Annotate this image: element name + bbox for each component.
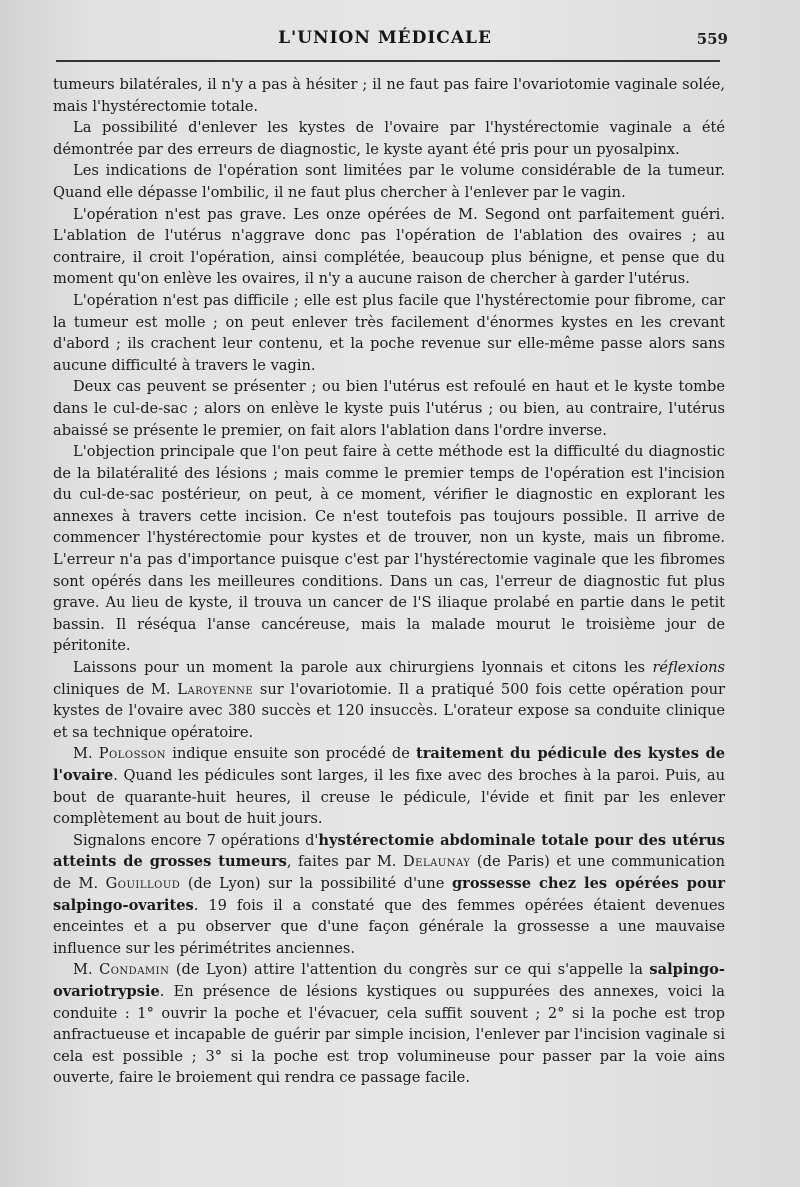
page-number: 559 bbox=[696, 30, 728, 48]
bold-topic: traitement du pédicule des kystes de l'ovaire bbox=[53, 745, 725, 784]
author-name: Polosson bbox=[98, 745, 167, 763]
author-name: Laroyenne bbox=[177, 680, 254, 698]
paragraph-10: Signalons encore 7 opérations d'hystérectomie abdominale totale pour des utérus atteints de grosses tumeurs, faites par M. Delaunay (de Paris) et une communication de M. Gouilloud (de Lyon) sur la possibilité d'une grossesse chez les opérées pour salpingo-ovarites. 19 fois il a constaté que des femmes opérées étaient devenues enceintes et a pu observer que d'une façon générale la grossesse a une mauvaise influence sur les périmétrites anciennes. bbox=[53, 831, 726, 957]
author-name: Gouilloud bbox=[105, 874, 181, 892]
paragraph-3: Les indications de l'opération sont limitées par le volume considérable de la tumeur. Quand elle dépasse l'ombilic, il ne faut plus chercher à l'enlever par le vagin. bbox=[53, 162, 725, 201]
bold-topic: salpingo-ovariotrypsie bbox=[53, 961, 725, 1000]
paragraph-4: L'opération n'est pas grave. Les onze opérées de M. Segond ont parfaitement guéri. L'ablation de l'utérus n'aggrave donc pas l'opération de l'ablation des ovaires ; au contraire, il croit l'opération, ainsi complétée, beaucoup plus bénigne, et pense que du moment qu'on enlève les ovaires, il n'y a aucune raison de chercher à garder l'utérus. bbox=[53, 205, 725, 288]
bold-topic: grossesse chez les opérées pour salpingo-ovarites bbox=[53, 874, 726, 914]
header-rule bbox=[56, 60, 720, 62]
author-name: Condamin bbox=[99, 961, 170, 979]
paragraph-8: Laissons pour un moment la parole aux chirurgiens lyonnais et citons les réflexions cliniques de M. Laroyenne sur l'ovariotomie. Il a pratiqué 500 fois cette opération pour kystes de l'ovaire avec 380 succès et 120 insuccès. L'orateur expose sa conduite clinique et sa technique opératoire. bbox=[53, 659, 726, 741]
paragraph-7: L'objection principale que l'on peut faire à cette méthode est la difficulté du diagnostic de la bilatéralité des lésions ; mais comme le premier temps de l'opération est l'incision du cul-de-sac postérieur, on peut, à ce moment, vérifier le diagnostic en explorant les annexes à travers cette incision. Ce n'est toutefois pas toujours possible. Il arrive de commencer l'hystérectomie pour kystes et de trouver, non un kyste, mais un fibrome. L'erreur n'a pas d'importance puisque c'est par l'hystérectomie vaginale que les fibromes sont opérés dans les meilleures conditions. Dans un cas, l'erreur de diagnostic fut plus grave. Au lieu de kyste, il trouva un cancer de l'S iliaque prolabé en partie dans le petit bassin. Il réséqua l'anse cancéreuse, mais la malade mourut le troisième jour de péritonite. bbox=[53, 443, 725, 655]
bold-topic: hystérectomie abdominale totale pour des utérus atteints de grosses tumeurs bbox=[53, 831, 725, 871]
paragraph-11: M. Condamin (de Lyon) attire l'attention du congrès sur ce qui s'appelle la salpingo-ovariotrypsie. En présence de lésions kystiques ou suppurées des annexes, voici la conduite : 1° ouvrir la poche et l'évacuer, cela suffit souvent ; 2° si la poche est trop anfractueuse et incapable de guérir par simple incision, l'enlever par l'incision vaginale si cela est possible ; 3° si la poche est trop volumineuse pour passer par la voie ains ouverte, faire le broiement qui rendra ce passage facile. bbox=[53, 961, 725, 1087]
body-text bbox=[53, 74, 725, 1089]
author-name: Delaunay bbox=[402, 853, 471, 871]
paragraph-1: tumeurs bilatérales, il n'y a pas à hésiter ; il ne faut pas faire l'ovariotomie vaginale solée, mais l'hystérectomie totale. bbox=[53, 76, 725, 115]
paragraph-9: M. Polosson indique ensuite son procédé de traitement du pédicule des kystes de l'ovaire. Quand les pédicules sont larges, il les fixe avec des broches à la paroi. Puis, au bout de quarante-huit heures, il creuse le pédicule, l'évide et finit par les enlever complètement au bout de huit jours. bbox=[53, 745, 725, 828]
italic-term: réflexions bbox=[652, 659, 725, 677]
running-title: L'UNION MÉDICALE bbox=[278, 28, 492, 48]
paragraph-2: La possibilité d'enlever les kystes de l'ovaire par l'hystérectomie vaginale a été démontrée par des erreurs de diagnostic, le kyste ayant été pris pour un pyosalpinx. bbox=[53, 119, 725, 158]
paragraph-5: L'opération n'est pas difficile ; elle est plus facile que l'hystérectomie pour fibrome, car la tumeur est molle ; on peut enlever très facilement d'énormes kystes en les crevant d'abord ; ils crachent leur contenu, et la poche revenue sur elle-même passe alors sans aucune difficulté à travers le vagin. bbox=[53, 291, 725, 374]
paragraph-6: Deux cas peuvent se présenter ; ou bien l'utérus est refoulé en haut et le kyste tombe dans le cul-de-sac ; alors on enlève le kyste puis l'utérus ; ou bien, au contraire, l'utérus abaissé se présente le premier, on fait alors l'ablation dans l'ordre inverse. bbox=[53, 378, 725, 439]
page-header bbox=[50, 28, 728, 58]
